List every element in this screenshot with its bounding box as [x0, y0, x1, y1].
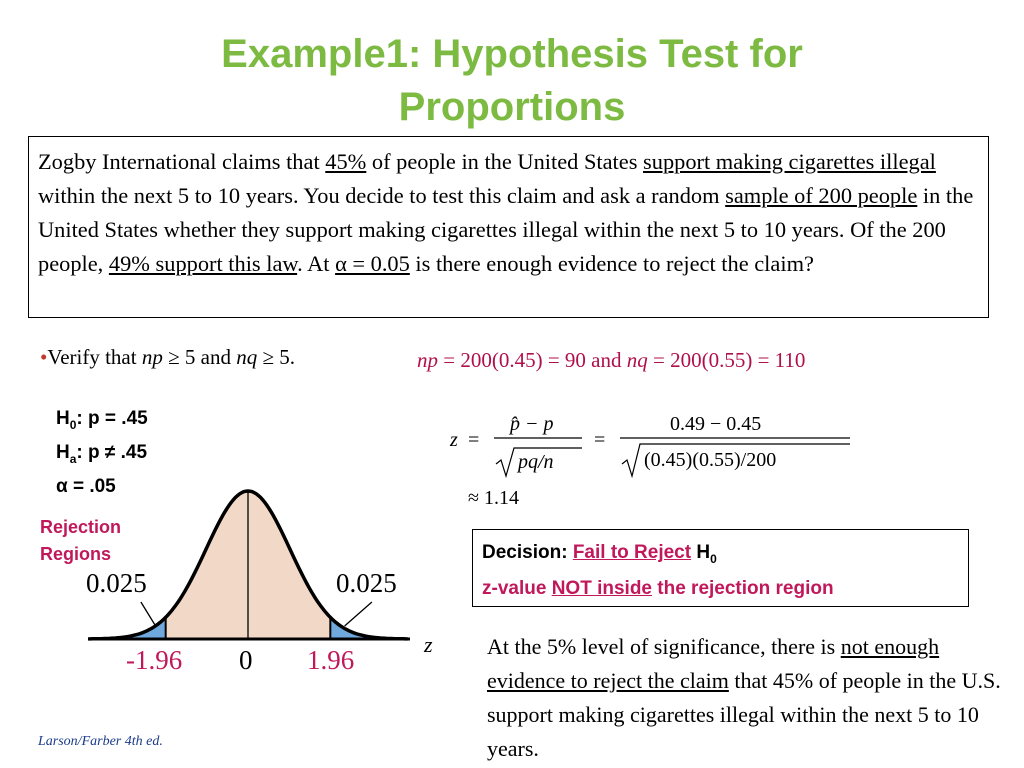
- problem-underline: α = 0.05: [335, 251, 410, 276]
- nq-calc-text: = 200(0.55) = 110: [647, 348, 806, 372]
- footer-credit: Larson/Farber 4th ed.: [38, 734, 163, 749]
- h-symbol: H: [56, 441, 70, 463]
- verify-text: ≥ 5 and: [162, 345, 237, 369]
- formula-approx: ≈ 1.14: [468, 487, 519, 509]
- verify-np: np: [141, 345, 163, 369]
- title-line-1: Example1: Hypothesis Test for: [221, 32, 803, 76]
- verify-nq: nq: [236, 345, 258, 369]
- rejection-label-line-2: Regions: [40, 544, 112, 564]
- normal-curve-graph: [88, 486, 418, 646]
- conclusion-underline: not enough evidence to reject the claim: [487, 634, 940, 693]
- reason-text: the rejection region: [652, 577, 834, 599]
- formula-den1: pq/n: [518, 451, 554, 473]
- np-symbol: np: [417, 348, 438, 372]
- right-tail-area-label: 0.025: [336, 568, 397, 598]
- verify-text: Verify that: [47, 345, 142, 369]
- formula-eq-2: =: [594, 429, 606, 451]
- formula-eq: =: [468, 429, 480, 451]
- verify-text: ≥ 5.: [257, 345, 295, 369]
- np-nq-calculation: [417, 348, 805, 373]
- problem-text: in the United States whether they support making cigarettes illegal within the next 5 to 10 years. Of the 200 people,: [38, 183, 974, 276]
- problem-underline: sample of 200 people: [725, 183, 918, 208]
- alpha-level: α = .05: [56, 475, 116, 497]
- problem-statement-box: [28, 136, 989, 318]
- h-subscript: 0: [69, 417, 77, 432]
- left-tail-pointer: [141, 602, 156, 626]
- problem-underline: 45%: [325, 149, 367, 174]
- formula-num2: 0.49 − 0.45: [670, 413, 762, 435]
- reason-text: z-value: [482, 577, 552, 599]
- problem-text: is there enough evidence to reject the claim?: [409, 251, 814, 276]
- left-tail-area-label: 0.025: [86, 568, 147, 598]
- slide-title: [0, 28, 1024, 134]
- alternative-hypothesis: [56, 439, 148, 473]
- h-symbol: H: [56, 408, 70, 429]
- h0-text: : p = .45: [76, 408, 148, 429]
- title-line-2: Proportions: [398, 85, 626, 129]
- decision-box: [472, 529, 969, 607]
- conclusion-text: [487, 630, 1017, 766]
- problem-text: of people in the United States: [366, 149, 644, 174]
- formula-den2: (0.45)(0.55)/200: [644, 449, 777, 471]
- nq-symbol: nq: [626, 348, 648, 372]
- problem-underline: 49% support this law: [108, 251, 298, 276]
- decision-h-subscript: 0: [710, 551, 717, 566]
- decision-h: H: [691, 542, 711, 563]
- right-tail-pointer: [345, 602, 372, 626]
- ha-text: : p ≠ .45: [76, 441, 148, 463]
- h-subscript: a: [69, 451, 77, 466]
- null-hypothesis: [56, 405, 148, 439]
- rejection-label-line-1: Rejection: [40, 517, 122, 537]
- decision-line: [482, 538, 959, 574]
- decision-reason: [482, 574, 959, 604]
- np-calc-text: = 200(0.45) = 90 and: [438, 348, 627, 372]
- problem-underline: support making cigarettes illegal: [643, 149, 936, 174]
- right-critical-value: 1.96: [307, 645, 355, 675]
- decision-result: Fail to Reject: [572, 542, 692, 563]
- center-value: 0: [239, 645, 253, 675]
- decision-label: Decision:: [482, 542, 573, 563]
- reason-emphasis: NOT inside: [551, 577, 652, 599]
- conclusion-part: that 45% of people in the U.S. support making cigarettes illegal within the next 5 to 10 years.: [487, 668, 1001, 761]
- verify-line: [40, 345, 295, 370]
- z-axis-label: z: [424, 632, 433, 657]
- problem-text: within the next 5 to 10 years. You decide to test this claim and ask a random: [38, 183, 726, 208]
- left-critical-value: -1.96: [126, 645, 183, 675]
- problem-text: Zogby International claims that: [38, 149, 326, 174]
- formula-z: z: [450, 429, 458, 451]
- formula-num1: p̂ − p: [510, 413, 554, 435]
- z-formula: [448, 402, 868, 514]
- problem-text: . At: [297, 251, 336, 276]
- conclusion-part: At the 5% level of significance, there is: [487, 634, 841, 659]
- bullet: •: [40, 345, 48, 369]
